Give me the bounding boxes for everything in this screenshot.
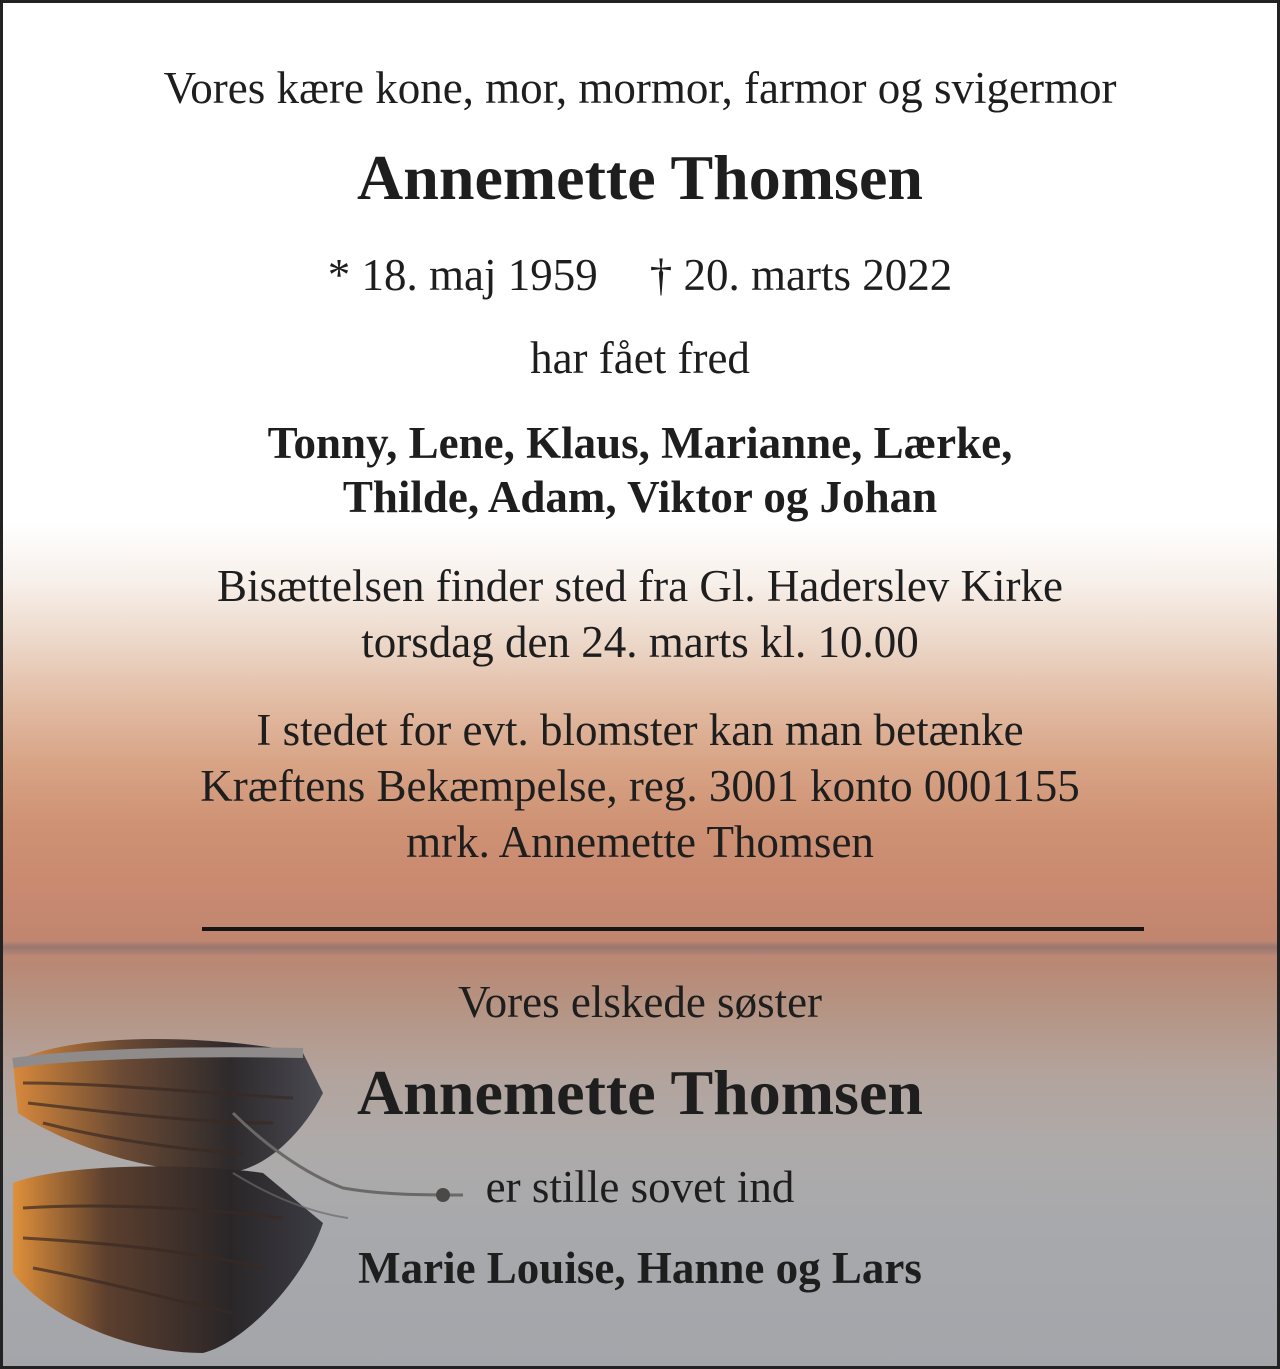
intro-text: Vores kære kone, mor, mormor, farmor og svigermor <box>163 63 1117 113</box>
birth-date: * 18. maj 1959 <box>327 250 598 300</box>
sibling-intro-text: Vores elskede søster <box>457 977 823 1027</box>
funeral-line-1: Bisættelsen finder sted fra Gl. Haderslev Kirke <box>216 561 1063 611</box>
sibling-deceased-name: Annemette Thomsen <box>357 1057 923 1128</box>
family-line-1: Tonny, Lene, Klaus, Marianne, Lærke, <box>267 418 1013 468</box>
funeral-line-2: torsdag den 24. marts kl. 10.00 <box>361 617 919 667</box>
horizon-line <box>3 941 1277 955</box>
deceased-name: Annemette Thomsen <box>357 142 923 213</box>
sibling-phrase-text: er stille sovet ind <box>485 1162 795 1212</box>
divider-rule <box>202 927 1144 931</box>
donation-line-3: mrk. Annemette Thomsen <box>406 817 874 867</box>
donation-line-2: Kræftens Bekæmpelse, reg. 3001 konto 0001155 <box>200 761 1080 811</box>
sibling-family-line: Marie Louise, Hanne og Lars <box>358 1243 922 1293</box>
death-date: † 20. marts 2022 <box>649 250 953 300</box>
dates-row <box>3 248 1277 302</box>
family-line-2: Thilde, Adam, Viktor og Johan <box>342 472 938 522</box>
donation-line-1: I stedet for evt. blomster kan man betænke <box>256 705 1024 755</box>
phrase-text: har fået fred <box>530 333 750 383</box>
